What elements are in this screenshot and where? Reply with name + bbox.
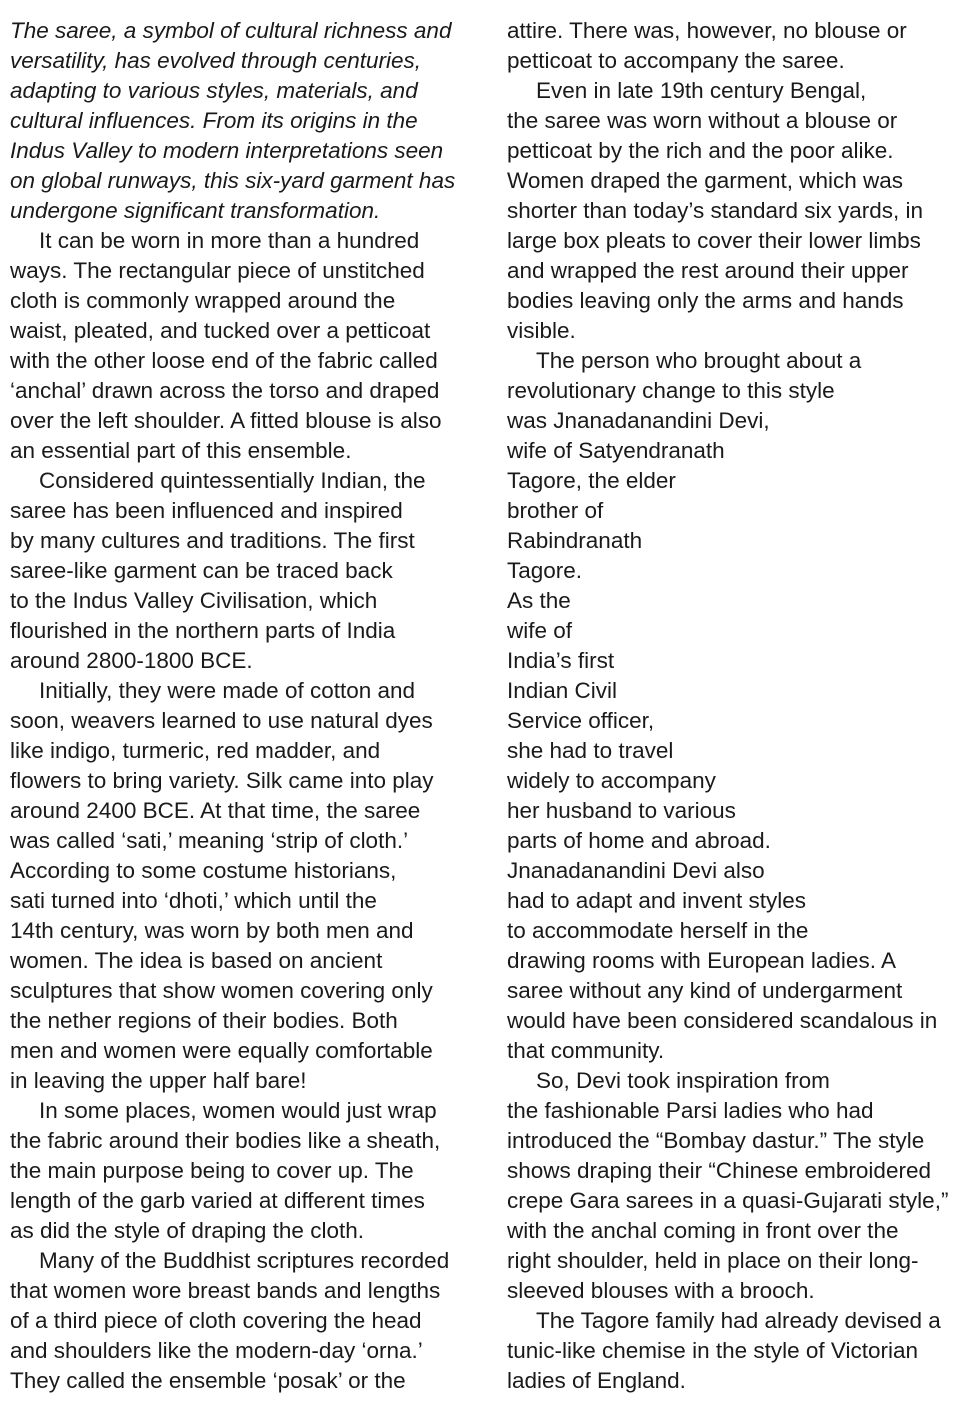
body-text-line: men and women were equally comfortable bbox=[10, 1038, 433, 1063]
body-text-line: her husband to various bbox=[507, 798, 736, 823]
body-text-line: petticoat to accompany the saree. bbox=[507, 48, 845, 73]
body-text-line: with the anchal coming in front over the bbox=[507, 1218, 899, 1243]
body-text-line: bodies leaving only the arms and hands bbox=[507, 288, 904, 313]
body-text-line: Tagore, the elder bbox=[507, 468, 676, 493]
intro-text-line: cultural influences. From its origins in the bbox=[10, 108, 418, 133]
body-text-line: like indigo, turmeric, red madder, and bbox=[10, 738, 381, 763]
body-text-line: the fabric around their bodies like a sheath, bbox=[10, 1128, 441, 1153]
body-text-line: large box pleats to cover their lower limbs bbox=[507, 228, 921, 253]
body-text-line: widely to accompany bbox=[507, 768, 716, 793]
body-text-line: tunic-like chemise in the style of Victorian bbox=[507, 1338, 919, 1363]
body-text-line: drawing rooms with European ladies. A bbox=[507, 948, 896, 973]
body-text-line: in leaving the upper half bare! bbox=[10, 1068, 307, 1093]
body-text-line: ‘anchal’ drawn across the torso and draped bbox=[10, 378, 440, 403]
intro-text-line: versatility, has evolved through centuries, bbox=[10, 48, 422, 73]
body-text-line: introduced the “Bombay dastur.” The style bbox=[507, 1128, 925, 1153]
body-text-line: The Tagore family had already devised a bbox=[536, 1308, 941, 1333]
body-text-line: shorter than today’s standard six yards, in bbox=[507, 198, 924, 223]
body-text-line: saree has been influenced and inspired bbox=[10, 498, 403, 523]
body-text-line: had to adapt and invent styles bbox=[507, 888, 806, 913]
body-text-line: wife of Satyendranath bbox=[507, 438, 725, 463]
body-text-line: revolutionary change to this style bbox=[507, 378, 835, 403]
body-text-line: sculptures that show women covering only bbox=[10, 978, 433, 1003]
body-text-line: visible. bbox=[507, 318, 576, 343]
body-text-line: ways. The rectangular piece of unstitched bbox=[10, 258, 425, 283]
body-text-line: would have been considered scandalous in bbox=[507, 1008, 938, 1033]
body-text-line: over the left shoulder. A fitted blouse is also bbox=[10, 408, 442, 433]
body-text-line: Women draped the garment, which was bbox=[507, 168, 904, 193]
body-text-line: Tagore. bbox=[507, 558, 583, 583]
intro-text-line: Indus Valley to modern interpretations seen bbox=[10, 138, 444, 163]
body-text-line: around 2400 BCE. At that time, the saree bbox=[10, 798, 421, 823]
body-text-line: and wrapped the rest around their upper bbox=[507, 258, 909, 283]
body-text-line: that community. bbox=[507, 1038, 665, 1063]
article-left-column bbox=[10, 16, 480, 1396]
body-text-line: ladies of England. bbox=[507, 1368, 686, 1393]
body-text-line: sleeved blouses with a brooch. bbox=[507, 1278, 815, 1303]
body-text-line: the nether regions of their bodies. Both bbox=[10, 1008, 398, 1033]
body-text-line: Rabindranath bbox=[507, 528, 643, 553]
body-text-line: right shoulder, held in place on their long- bbox=[507, 1248, 919, 1273]
intro-text-line: The saree, a symbol of cultural richness and bbox=[10, 18, 452, 43]
body-text-line: Jnanadanandini Devi also bbox=[507, 858, 765, 883]
body-text-line: The person who brought about a bbox=[536, 348, 862, 373]
body-text-line: of a third piece of cloth covering the head bbox=[10, 1308, 422, 1333]
body-text-line: parts of home and abroad. bbox=[507, 828, 771, 853]
body-text-line: brother of bbox=[507, 498, 604, 523]
body-text-line: waist, pleated, and tucked over a petticoat bbox=[10, 318, 431, 343]
body-text-line: flourished in the northern parts of India bbox=[10, 618, 396, 643]
body-text-line: As the bbox=[507, 588, 571, 613]
body-text-line: According to some costume historians, bbox=[10, 858, 397, 883]
body-text-line: So, Devi took inspiration from bbox=[536, 1068, 830, 1093]
body-text-line: sati turned into ‘dhoti,’ which until the bbox=[10, 888, 377, 913]
body-text-line: It can be worn in more than a hundred bbox=[39, 228, 420, 253]
body-text-line: attire. There was, however, no blouse or bbox=[507, 18, 907, 43]
body-text-line: India’s first bbox=[507, 648, 615, 673]
body-text-line: shows draping their “Chinese embroidered bbox=[507, 1158, 931, 1183]
body-text-line: the saree was worn without a blouse or bbox=[507, 108, 898, 133]
body-text-line: wife of bbox=[507, 618, 573, 643]
intro-text-line: adapting to various styles, materials, and bbox=[10, 78, 418, 103]
body-text-line: Initially, they were made of cotton and bbox=[39, 678, 416, 703]
body-text-line: by many cultures and traditions. The first bbox=[10, 528, 415, 553]
body-text-line: to the Indus Valley Civilisation, which bbox=[10, 588, 378, 613]
body-text-line: was called ‘sati,’ meaning ‘strip of cloth.’ bbox=[10, 828, 409, 853]
body-text-line: she had to travel bbox=[507, 738, 674, 763]
body-text-line: saree-like garment can be traced back bbox=[10, 558, 393, 583]
body-text-line: saree without any kind of undergarment bbox=[507, 978, 903, 1003]
intro-text-line: undergone significant transformation. bbox=[10, 198, 381, 223]
body-text-line: women. The idea is based on ancient bbox=[10, 948, 383, 973]
body-text-line: soon, weavers learned to use natural dyes bbox=[10, 708, 433, 733]
body-text-line: 14th century, was worn by both men and bbox=[10, 918, 414, 943]
intro-text-line: on global runways, this six-yard garment has bbox=[10, 168, 456, 193]
body-text-line: petticoat by the rich and the poor alike. bbox=[507, 138, 894, 163]
article-right-column bbox=[507, 16, 967, 1396]
body-text-line: flowers to bring variety. Silk came into play bbox=[10, 768, 434, 793]
body-text-line: an essential part of this ensemble. bbox=[10, 438, 352, 463]
body-text-line: around 2800-1800 BCE. bbox=[10, 648, 253, 673]
body-text-line: and shoulders like the modern-day ‘orna.’ bbox=[10, 1338, 423, 1363]
body-text-line: to accommodate herself in the bbox=[507, 918, 809, 943]
body-text-line: Even in late 19th century Bengal, bbox=[536, 78, 867, 103]
body-text-line: They called the ensemble ‘posak’ or the bbox=[10, 1368, 406, 1393]
body-text-line: that women wore breast bands and lengths bbox=[10, 1278, 441, 1303]
body-text-line: as did the style of draping the cloth. bbox=[10, 1218, 364, 1243]
body-text-line: the main purpose being to cover up. The bbox=[10, 1158, 414, 1183]
body-text-line: was Jnanadanandini Devi, bbox=[507, 408, 770, 433]
body-text-line: cloth is commonly wrapped around the bbox=[10, 288, 396, 313]
body-text-line: the fashionable Parsi ladies who had bbox=[507, 1098, 874, 1123]
body-text-line: Considered quintessentially Indian, the bbox=[39, 468, 426, 493]
body-text-line: In some places, women would just wrap bbox=[39, 1098, 437, 1123]
body-text-line: Service officer, bbox=[507, 708, 655, 733]
body-text-line: with the other loose end of the fabric called bbox=[10, 348, 438, 373]
body-text-line: length of the garb varied at different times bbox=[10, 1188, 425, 1213]
body-text-line: crepe Gara sarees in a quasi-Gujarati style,” bbox=[507, 1188, 949, 1213]
body-text-line: Indian Civil bbox=[507, 678, 618, 703]
body-text-line: Many of the Buddhist scriptures recorded bbox=[39, 1248, 450, 1273]
